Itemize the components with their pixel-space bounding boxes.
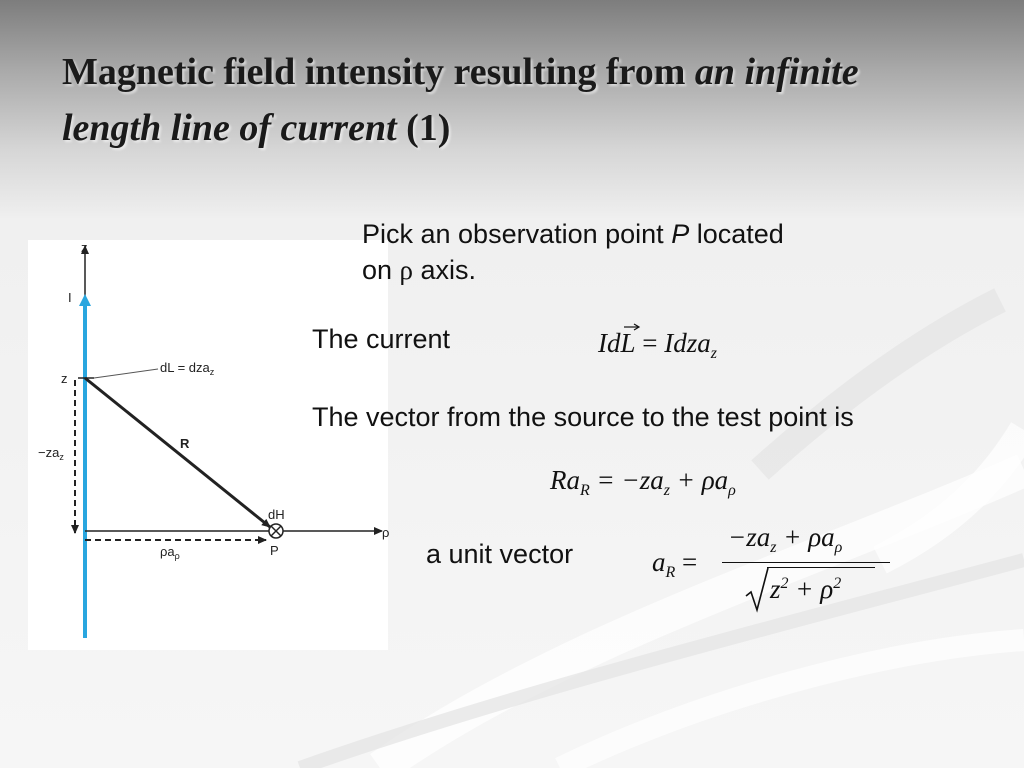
r-label: R: [180, 436, 190, 451]
current-label: I: [68, 290, 72, 305]
figure-diagram: [28, 240, 388, 650]
dh-into-page-icon: [269, 524, 283, 538]
title-part-2: an infinite length line of current: [62, 51, 859, 149]
unit-vector-denominator: $z^2 + \rho^2$: [770, 574, 842, 604]
vector-arrow-icon: [623, 322, 641, 332]
dl-leader-line: [94, 369, 158, 378]
observation-p: P: [671, 219, 690, 249]
current-text: The current: [312, 324, 451, 354]
observation-rho: ρ: [399, 255, 414, 285]
unit-vector-lhs: $a_R$ =: [652, 547, 698, 581]
fraction-bar: [722, 562, 890, 563]
current-equation: IdL = Idza$_z$: [598, 328, 717, 363]
z-axis-label: z: [81, 240, 88, 255]
neg-za-label: $-za_z$: [38, 445, 64, 462]
vector-text: The vector from the source to the test point is: [312, 402, 854, 432]
unit-vector-numerator: $-za_z + \rho a_\rho$: [728, 522, 843, 556]
title-part-1: Magnetic field intensity resulting from: [62, 51, 695, 93]
title-part-3: (1): [396, 107, 451, 149]
observation-text: Pick an observation point P located on ρ axis.: [362, 219, 784, 285]
current-line-figure: [28, 240, 388, 650]
z-point-label: z: [61, 371, 68, 386]
dl-label: dL = dza$_z$: [160, 360, 215, 377]
slide-title: [62, 44, 962, 156]
sqrt-bar: [767, 567, 875, 568]
dh-label: dH: [268, 507, 285, 522]
sqrt-sign-icon: [744, 566, 770, 614]
vector-equation: $Ra_R = -za_z + \rho a_\rho$: [550, 465, 736, 499]
vector-l: L: [621, 328, 636, 359]
current-arrow-icon: [79, 294, 91, 306]
rho-a-label: $\rho a_\rho$: [160, 544, 180, 561]
p-label: P: [270, 543, 279, 558]
r-vector: [85, 378, 270, 527]
unit-vector-text: a unit vector: [426, 539, 574, 569]
rho-axis-label: ρ: [382, 525, 390, 540]
